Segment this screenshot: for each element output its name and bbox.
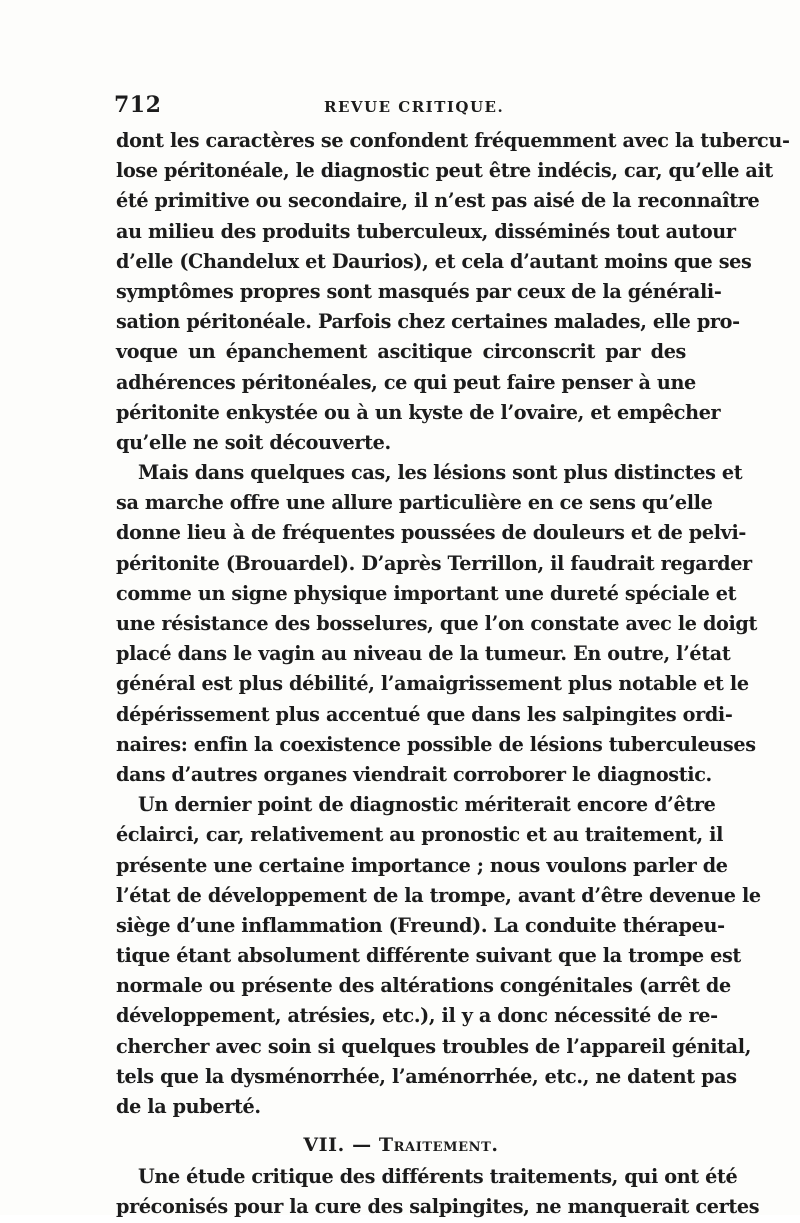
section-heading: VII. — Traitement. <box>303 1134 499 1157</box>
text-line: naires: enfin la coexistence possible de lésions tuberculeuses <box>116 732 756 756</box>
paragraph-3 <box>116 790 761 1122</box>
paragraph-2 <box>116 458 758 790</box>
text-line: préconisés pour la cure des salpingites, ne manquerait certes <box>116 1195 760 1219</box>
text-line: de la puberté. <box>116 1095 261 1118</box>
body-text <box>116 126 790 1223</box>
page-header <box>114 92 694 122</box>
text-line: présente une certaine importance ; nous voulons parler de <box>116 853 728 877</box>
text-line: développement, atrésies, etc.), il y a donc nécessité de re- <box>116 1004 718 1028</box>
text-line: qu’elle ne soit découverte. <box>116 430 391 454</box>
text-line: symptômes propres sont masqués par ceux de la générali- <box>116 279 722 303</box>
text-line: placé dans le vagin au niveau de la tumeur. En outre, l’état <box>116 642 731 666</box>
text-line: péritonite enkystée ou à un kyste de l’ovaire, et empêcher <box>116 400 721 424</box>
text-line: voque un épanchement ascitique circonscrit par des <box>116 340 686 364</box>
text-line: tels que la dysménorrhée, l’aménorrhée, etc., ne datent pas <box>116 1064 737 1088</box>
text-line: adhérences péritonéales, ce qui peut faire penser à une <box>116 370 696 394</box>
text-line: dépérissement plus accentué que dans les salpingites ordi- <box>116 702 733 726</box>
text-line: péritonite (Brouardel). D’après Terrillon, il faudrait regarder <box>116 551 752 575</box>
text-line: Un dernier point de diagnostic mériterait encore d’être <box>138 793 716 817</box>
text-line: dont les caractères se confondent fréquemment avec la tubercu- <box>116 129 790 152</box>
paragraph-4 <box>116 1162 760 1222</box>
text-line: dans d’autres organes viendrait corroborer le diagnostic. <box>116 762 712 786</box>
text-line: l’état de développement de la trompe, avant d’être devenue le <box>116 883 761 907</box>
text-line: lose péritonéale, le diagnostic peut être indécis, car, qu’elle ait <box>116 159 773 183</box>
running-title: REVUE CRITIQUE. <box>324 98 505 116</box>
text-line: siège d’une inflammation (Freund). La conduite thérapeu- <box>116 913 725 937</box>
text-line: général est plus débilité, l’amaigrissement plus notable et le <box>116 672 749 696</box>
text-line: une résistance des bosselures, que l’on constate avec le doigt <box>116 612 758 635</box>
text-line: normale ou présente des altérations congénitales (arrêt de <box>116 974 731 998</box>
text-line: donne lieu à de fréquentes poussées de douleurs et de pelvi- <box>116 521 747 545</box>
text-line: tique étant absolument différente suivant que la trompe est <box>116 944 741 968</box>
text-line: chercher avec soin si quelques troubles de l’appareil génital, <box>116 1034 752 1058</box>
text-line: d’elle (Chandelux et Daurios), et cela d’autant moins que ses <box>116 249 752 273</box>
text-line: été primitive ou secondaire, il n’est pas aisé de la reconnaître <box>116 189 760 213</box>
paragraph-1 <box>116 126 790 458</box>
text-line: éclairci, car, relativement au pronostic et au traitement, il <box>116 823 724 847</box>
page-number: 712 <box>114 92 162 118</box>
text-line: Une étude critique des différents traitements, qui ont été <box>138 1165 738 1189</box>
text-line: sa marche offre une allure particulière en ce sens qu’elle <box>116 491 713 515</box>
text-line: sation péritonéale. Parfois chez certaines malades, elle pro- <box>116 310 740 334</box>
text-line: au milieu des produits tuberculeux, disséminés tout autour <box>116 219 736 243</box>
text-line: Mais dans quelques cas, les lésions sont plus distinctes et <box>138 461 743 485</box>
text-line: comme un signe physique important une dureté spéciale et <box>116 581 737 605</box>
